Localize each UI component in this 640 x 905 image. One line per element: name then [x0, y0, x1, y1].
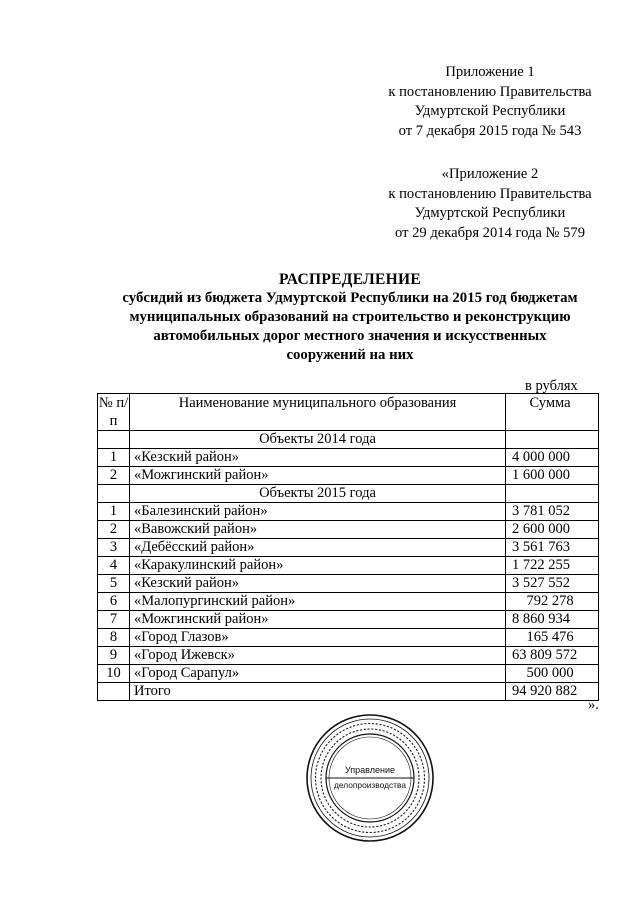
- appendix-2-line4: от 29 декабря 2014 года № 579: [394, 224, 586, 241]
- table-row: [98, 521, 599, 539]
- row-sum: 3 527 552: [506, 575, 599, 593]
- row-num: 10: [98, 665, 130, 683]
- group-label-2014: Объекты 2014 года: [130, 431, 506, 449]
- appendix-1-line1: Приложение 1: [445, 64, 535, 80]
- official-stamp: [304, 712, 436, 844]
- row-num: 2: [98, 521, 130, 539]
- row-name: «Город Ижевск»: [130, 647, 506, 665]
- row-sum: 63 809 572: [506, 647, 599, 665]
- row-name: «Вавожский район»: [130, 521, 506, 539]
- row-num: 1: [98, 503, 130, 521]
- row-sum: 3 781 052: [506, 503, 599, 521]
- row-sum: 3 561 763: [506, 539, 599, 557]
- row-sum: 792 278: [506, 593, 599, 611]
- appendix-2-line2: к постановлению Правительства: [388, 185, 592, 202]
- total-sum: 94 920 882: [506, 683, 599, 701]
- row-num: 8: [98, 629, 130, 647]
- table-row: [98, 575, 599, 593]
- row-num: 7: [98, 611, 130, 629]
- header-sum: Сумма: [506, 394, 599, 431]
- title-line2: муниципальных образований на строительство и реконструкцию: [129, 309, 571, 325]
- row-name: «Балезинский район»: [130, 503, 506, 521]
- header-num: № п/п: [98, 395, 129, 429]
- title-line4: сооружений на них: [286, 347, 414, 363]
- table-row: [98, 611, 599, 629]
- stamp-line1: Управление: [344, 765, 396, 775]
- row-num: 6: [98, 593, 130, 611]
- row-sum: 8 860 934: [506, 611, 599, 629]
- row-sum: 1 600 000: [506, 467, 599, 485]
- stamp-line2: делопроизводства: [333, 780, 407, 790]
- total-label: Итого: [130, 683, 506, 701]
- table-row: [98, 629, 599, 647]
- row-num: 1: [98, 449, 130, 467]
- table-header-row: [98, 394, 599, 431]
- row-name: «Каракулинский район»: [130, 557, 506, 575]
- row-name: «Город Сарапул»: [130, 665, 506, 683]
- row-num: 2: [98, 467, 130, 485]
- row-num: 3: [98, 539, 130, 557]
- table-row: [98, 449, 599, 467]
- document-title: [60, 270, 640, 365]
- row-name: «Можгинский район»: [130, 467, 506, 485]
- table-row: [98, 665, 599, 683]
- total-row: [98, 683, 599, 701]
- row-sum: 165 476: [506, 629, 599, 647]
- row-sum: 4 000 000: [506, 449, 599, 467]
- row-sum: 1 722 255: [506, 557, 599, 575]
- group-label-2015: Объекты 2015 года: [130, 485, 506, 503]
- title-line3: автомобильных дорог местного значения и искусственных: [153, 328, 547, 344]
- row-name: «Можгинский район»: [130, 611, 506, 629]
- appendix-1-line3: Удмуртской Республики: [414, 103, 566, 120]
- appendix-2-line1: «Приложение 2: [441, 166, 539, 182]
- appendix-2-line3: Удмуртской Республики: [414, 205, 566, 222]
- appendix-1-line4: от 7 декабря 2015 года № 543: [398, 122, 582, 139]
- row-num: 9: [98, 647, 130, 665]
- row-name: «Дебёсский район»: [130, 539, 506, 557]
- subsidy-table: [97, 393, 599, 701]
- row-sum: 2 600 000: [506, 521, 599, 539]
- units-label: в рублях: [525, 378, 578, 394]
- table-row: [98, 539, 599, 557]
- row-num: 5: [98, 575, 130, 593]
- group-row-2015: [98, 485, 599, 503]
- row-sum: 500 000: [506, 665, 599, 683]
- appendix-1-line2: к постановлению Правительства: [388, 83, 592, 100]
- appendix-1-header: [360, 63, 620, 141]
- title-line1: субсидий из бюджета Удмуртской Республики на 2015 год бюджетам: [122, 290, 578, 306]
- table-row: [98, 557, 599, 575]
- row-name: «Малопургинский район»: [130, 593, 506, 611]
- row-name: «Кезский район»: [130, 449, 506, 467]
- closing-quote-mark: ».: [588, 697, 599, 713]
- title-heading: РАСПРЕДЕЛЕНИЕ: [279, 271, 421, 288]
- row-name: «Город Глазов»: [130, 629, 506, 647]
- header-name: Наименование муниципального образования: [130, 394, 506, 431]
- row-num: 4: [98, 557, 130, 575]
- table-row: [98, 593, 599, 611]
- row-name: «Кезский район»: [130, 575, 506, 593]
- group-row-2014: [98, 431, 599, 449]
- table-row: [98, 503, 599, 521]
- table-row: [98, 647, 599, 665]
- table-row: [98, 467, 599, 485]
- appendix-2-header: [360, 165, 620, 243]
